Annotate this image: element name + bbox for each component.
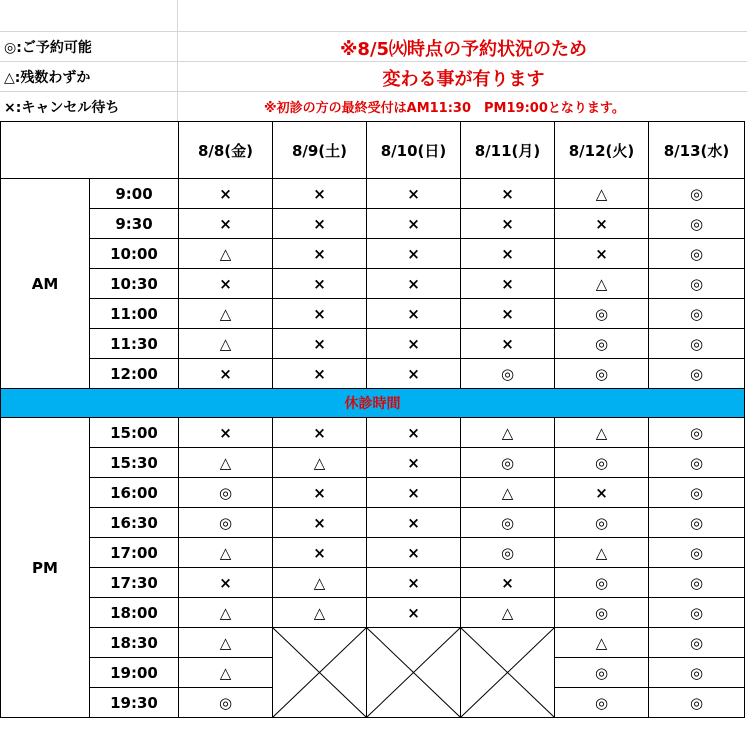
availability-cell: × bbox=[179, 179, 273, 209]
availability-cell: × bbox=[273, 478, 367, 508]
availability-cell: ◎ bbox=[649, 269, 745, 299]
availability-cell: ◎ bbox=[179, 688, 273, 718]
availability-cell: ◎ bbox=[649, 418, 745, 448]
sheet-gridline bbox=[0, 31, 747, 32]
availability-cell: △ bbox=[179, 329, 273, 359]
availability-cell: ◎ bbox=[649, 598, 745, 628]
availability-cell: △ bbox=[555, 538, 649, 568]
time-slot: 17:30 bbox=[90, 568, 179, 598]
availability-cell: × bbox=[555, 209, 649, 239]
availability-cell: △ bbox=[555, 418, 649, 448]
availability-cell: ◎ bbox=[179, 508, 273, 538]
time-slot: 18:30 bbox=[90, 628, 179, 658]
availability-cell: × bbox=[273, 209, 367, 239]
reservation-table bbox=[0, 121, 745, 718]
availability-cell: ◎ bbox=[461, 508, 555, 538]
pm-label: PM bbox=[1, 418, 90, 718]
time-slot: 16:30 bbox=[90, 508, 179, 538]
notice-line3: ※初診の方の最終受付はAM11:30 PM19:00となります。 bbox=[264, 101, 625, 116]
availability-cell: △ bbox=[555, 269, 649, 299]
table-row bbox=[1, 239, 745, 269]
availability-cell: ◎ bbox=[555, 448, 649, 478]
table-row bbox=[1, 418, 745, 448]
header-row bbox=[1, 122, 745, 179]
cross-out-icon bbox=[367, 628, 460, 717]
availability-cell: △ bbox=[461, 598, 555, 628]
available-symbol-icon: ◎ bbox=[4, 40, 17, 56]
availability-cell: △ bbox=[461, 478, 555, 508]
availability-cell: × bbox=[179, 568, 273, 598]
availability-cell: × bbox=[273, 239, 367, 269]
time-slot: 17:00 bbox=[90, 538, 179, 568]
table-row bbox=[1, 508, 745, 538]
availability-cell: × bbox=[367, 209, 461, 239]
availability-cell: △ bbox=[179, 448, 273, 478]
availability-cell: ◎ bbox=[555, 329, 649, 359]
availability-cell: ◎ bbox=[649, 179, 745, 209]
table-row bbox=[1, 538, 745, 568]
date-header: 8/8(金) bbox=[179, 122, 273, 179]
availability-cell: × bbox=[179, 359, 273, 389]
legend-few-left: △:残数わずか bbox=[4, 70, 91, 86]
table-row bbox=[1, 299, 745, 329]
availability-cell: ◎ bbox=[461, 448, 555, 478]
availability-cell: × bbox=[461, 329, 555, 359]
header-corner bbox=[1, 122, 179, 179]
table-row bbox=[1, 628, 745, 658]
availability-cell: ◎ bbox=[649, 329, 745, 359]
availability-cell: × bbox=[273, 299, 367, 329]
availability-cell: × bbox=[179, 209, 273, 239]
availability-cell: × bbox=[273, 329, 367, 359]
few-left-symbol-icon: △ bbox=[4, 70, 15, 86]
table-row bbox=[1, 598, 745, 628]
availability-cell: × bbox=[179, 269, 273, 299]
availability-cell: × bbox=[273, 359, 367, 389]
availability-cell: ◎ bbox=[649, 478, 745, 508]
availability-cell: × bbox=[367, 478, 461, 508]
availability-cell: × bbox=[273, 179, 367, 209]
availability-cell: △ bbox=[179, 628, 273, 658]
availability-cell: × bbox=[367, 508, 461, 538]
availability-cell: ◎ bbox=[555, 299, 649, 329]
legend-waitlist: ×:キャンセル待ち bbox=[4, 100, 120, 116]
availability-cell: ◎ bbox=[649, 508, 745, 538]
availability-cell: △ bbox=[179, 239, 273, 269]
availability-cell: × bbox=[179, 418, 273, 448]
break-label: 休診時間 bbox=[1, 389, 745, 418]
availability-cell: ◎ bbox=[649, 538, 745, 568]
notice-line1: ※8/5㈫時点の予約状況のため bbox=[339, 39, 588, 60]
time-slot: 10:30 bbox=[90, 269, 179, 299]
availability-cell: ◎ bbox=[649, 299, 745, 329]
availability-cell: × bbox=[367, 448, 461, 478]
date-header: 8/11(月) bbox=[461, 122, 555, 179]
availability-cell: × bbox=[273, 538, 367, 568]
availability-cell: × bbox=[273, 269, 367, 299]
time-slot: 11:00 bbox=[90, 299, 179, 329]
availability-cell: × bbox=[367, 359, 461, 389]
time-slot: 10:00 bbox=[90, 239, 179, 269]
break-row bbox=[1, 389, 745, 418]
availability-cell: × bbox=[461, 269, 555, 299]
table-row bbox=[1, 448, 745, 478]
availability-cell: ◎ bbox=[461, 538, 555, 568]
table-row bbox=[1, 568, 745, 598]
availability-cell: △ bbox=[273, 598, 367, 628]
availability-cell: △ bbox=[555, 179, 649, 209]
time-slot: 19:30 bbox=[90, 688, 179, 718]
availability-cell: × bbox=[555, 478, 649, 508]
cross-out-icon bbox=[273, 628, 366, 717]
availability-cell: × bbox=[367, 299, 461, 329]
availability-cell: ◎ bbox=[649, 209, 745, 239]
time-slot: 12:00 bbox=[90, 359, 179, 389]
time-slot: 15:30 bbox=[90, 448, 179, 478]
unavailable-cell bbox=[367, 628, 461, 718]
availability-cell: × bbox=[555, 239, 649, 269]
availability-cell: △ bbox=[555, 628, 649, 658]
time-slot: 11:30 bbox=[90, 329, 179, 359]
table-row bbox=[1, 179, 745, 209]
sheet-gridline bbox=[0, 61, 747, 62]
time-slot: 9:00 bbox=[90, 179, 179, 209]
time-slot: 18:00 bbox=[90, 598, 179, 628]
availability-cell: × bbox=[367, 269, 461, 299]
am-label: AM bbox=[1, 179, 90, 389]
availability-cell: × bbox=[461, 568, 555, 598]
table-row bbox=[1, 329, 745, 359]
date-header: 8/13(水) bbox=[649, 122, 745, 179]
availability-cell: ◎ bbox=[179, 478, 273, 508]
availability-cell: ◎ bbox=[649, 658, 745, 688]
notice-line2: 変わる事が有ります bbox=[382, 69, 545, 90]
availability-cell: ◎ bbox=[649, 359, 745, 389]
availability-cell: △ bbox=[273, 448, 367, 478]
table-row bbox=[1, 359, 745, 389]
availability-cell: ◎ bbox=[649, 688, 745, 718]
availability-cell: ◎ bbox=[649, 448, 745, 478]
table-row bbox=[1, 478, 745, 508]
availability-cell: ◎ bbox=[649, 568, 745, 598]
availability-cell: × bbox=[367, 538, 461, 568]
availability-cell: × bbox=[367, 239, 461, 269]
availability-cell: × bbox=[367, 179, 461, 209]
availability-cell: △ bbox=[179, 299, 273, 329]
time-slot: 16:00 bbox=[90, 478, 179, 508]
availability-cell: △ bbox=[179, 598, 273, 628]
availability-cell: × bbox=[367, 418, 461, 448]
availability-cell: ◎ bbox=[555, 568, 649, 598]
availability-cell: × bbox=[461, 179, 555, 209]
availability-cell: ◎ bbox=[555, 508, 649, 538]
time-slot: 9:30 bbox=[90, 209, 179, 239]
availability-cell: △ bbox=[179, 538, 273, 568]
availability-cell: ◎ bbox=[555, 688, 649, 718]
availability-cell: × bbox=[273, 508, 367, 538]
availability-cell: × bbox=[461, 299, 555, 329]
availability-cell: × bbox=[461, 209, 555, 239]
unavailable-cell bbox=[461, 628, 555, 718]
availability-cell: △ bbox=[273, 568, 367, 598]
waitlist-symbol-icon: × bbox=[4, 100, 16, 116]
availability-cell: × bbox=[367, 598, 461, 628]
availability-cell: ◎ bbox=[461, 359, 555, 389]
availability-cell: ◎ bbox=[555, 658, 649, 688]
date-header: 8/9(土) bbox=[273, 122, 367, 179]
availability-cell: × bbox=[367, 329, 461, 359]
availability-cell: △ bbox=[179, 658, 273, 688]
availability-cell: ◎ bbox=[649, 239, 745, 269]
time-slot: 19:00 bbox=[90, 658, 179, 688]
availability-cell: × bbox=[461, 239, 555, 269]
time-slot: 15:00 bbox=[90, 418, 179, 448]
legend-available: ◎:ご予約可能 bbox=[4, 40, 92, 56]
availability-cell: ◎ bbox=[555, 359, 649, 389]
sheet-gridline bbox=[0, 91, 747, 92]
unavailable-cell bbox=[273, 628, 367, 718]
availability-cell: × bbox=[273, 418, 367, 448]
date-header: 8/12(火) bbox=[555, 122, 649, 179]
availability-cell: △ bbox=[461, 418, 555, 448]
table-row bbox=[1, 209, 745, 239]
availability-cell: ◎ bbox=[555, 598, 649, 628]
cross-out-icon bbox=[461, 628, 554, 717]
date-header: 8/10(日) bbox=[367, 122, 461, 179]
availability-cell: × bbox=[367, 568, 461, 598]
availability-cell: ◎ bbox=[649, 628, 745, 658]
table-row bbox=[1, 269, 745, 299]
